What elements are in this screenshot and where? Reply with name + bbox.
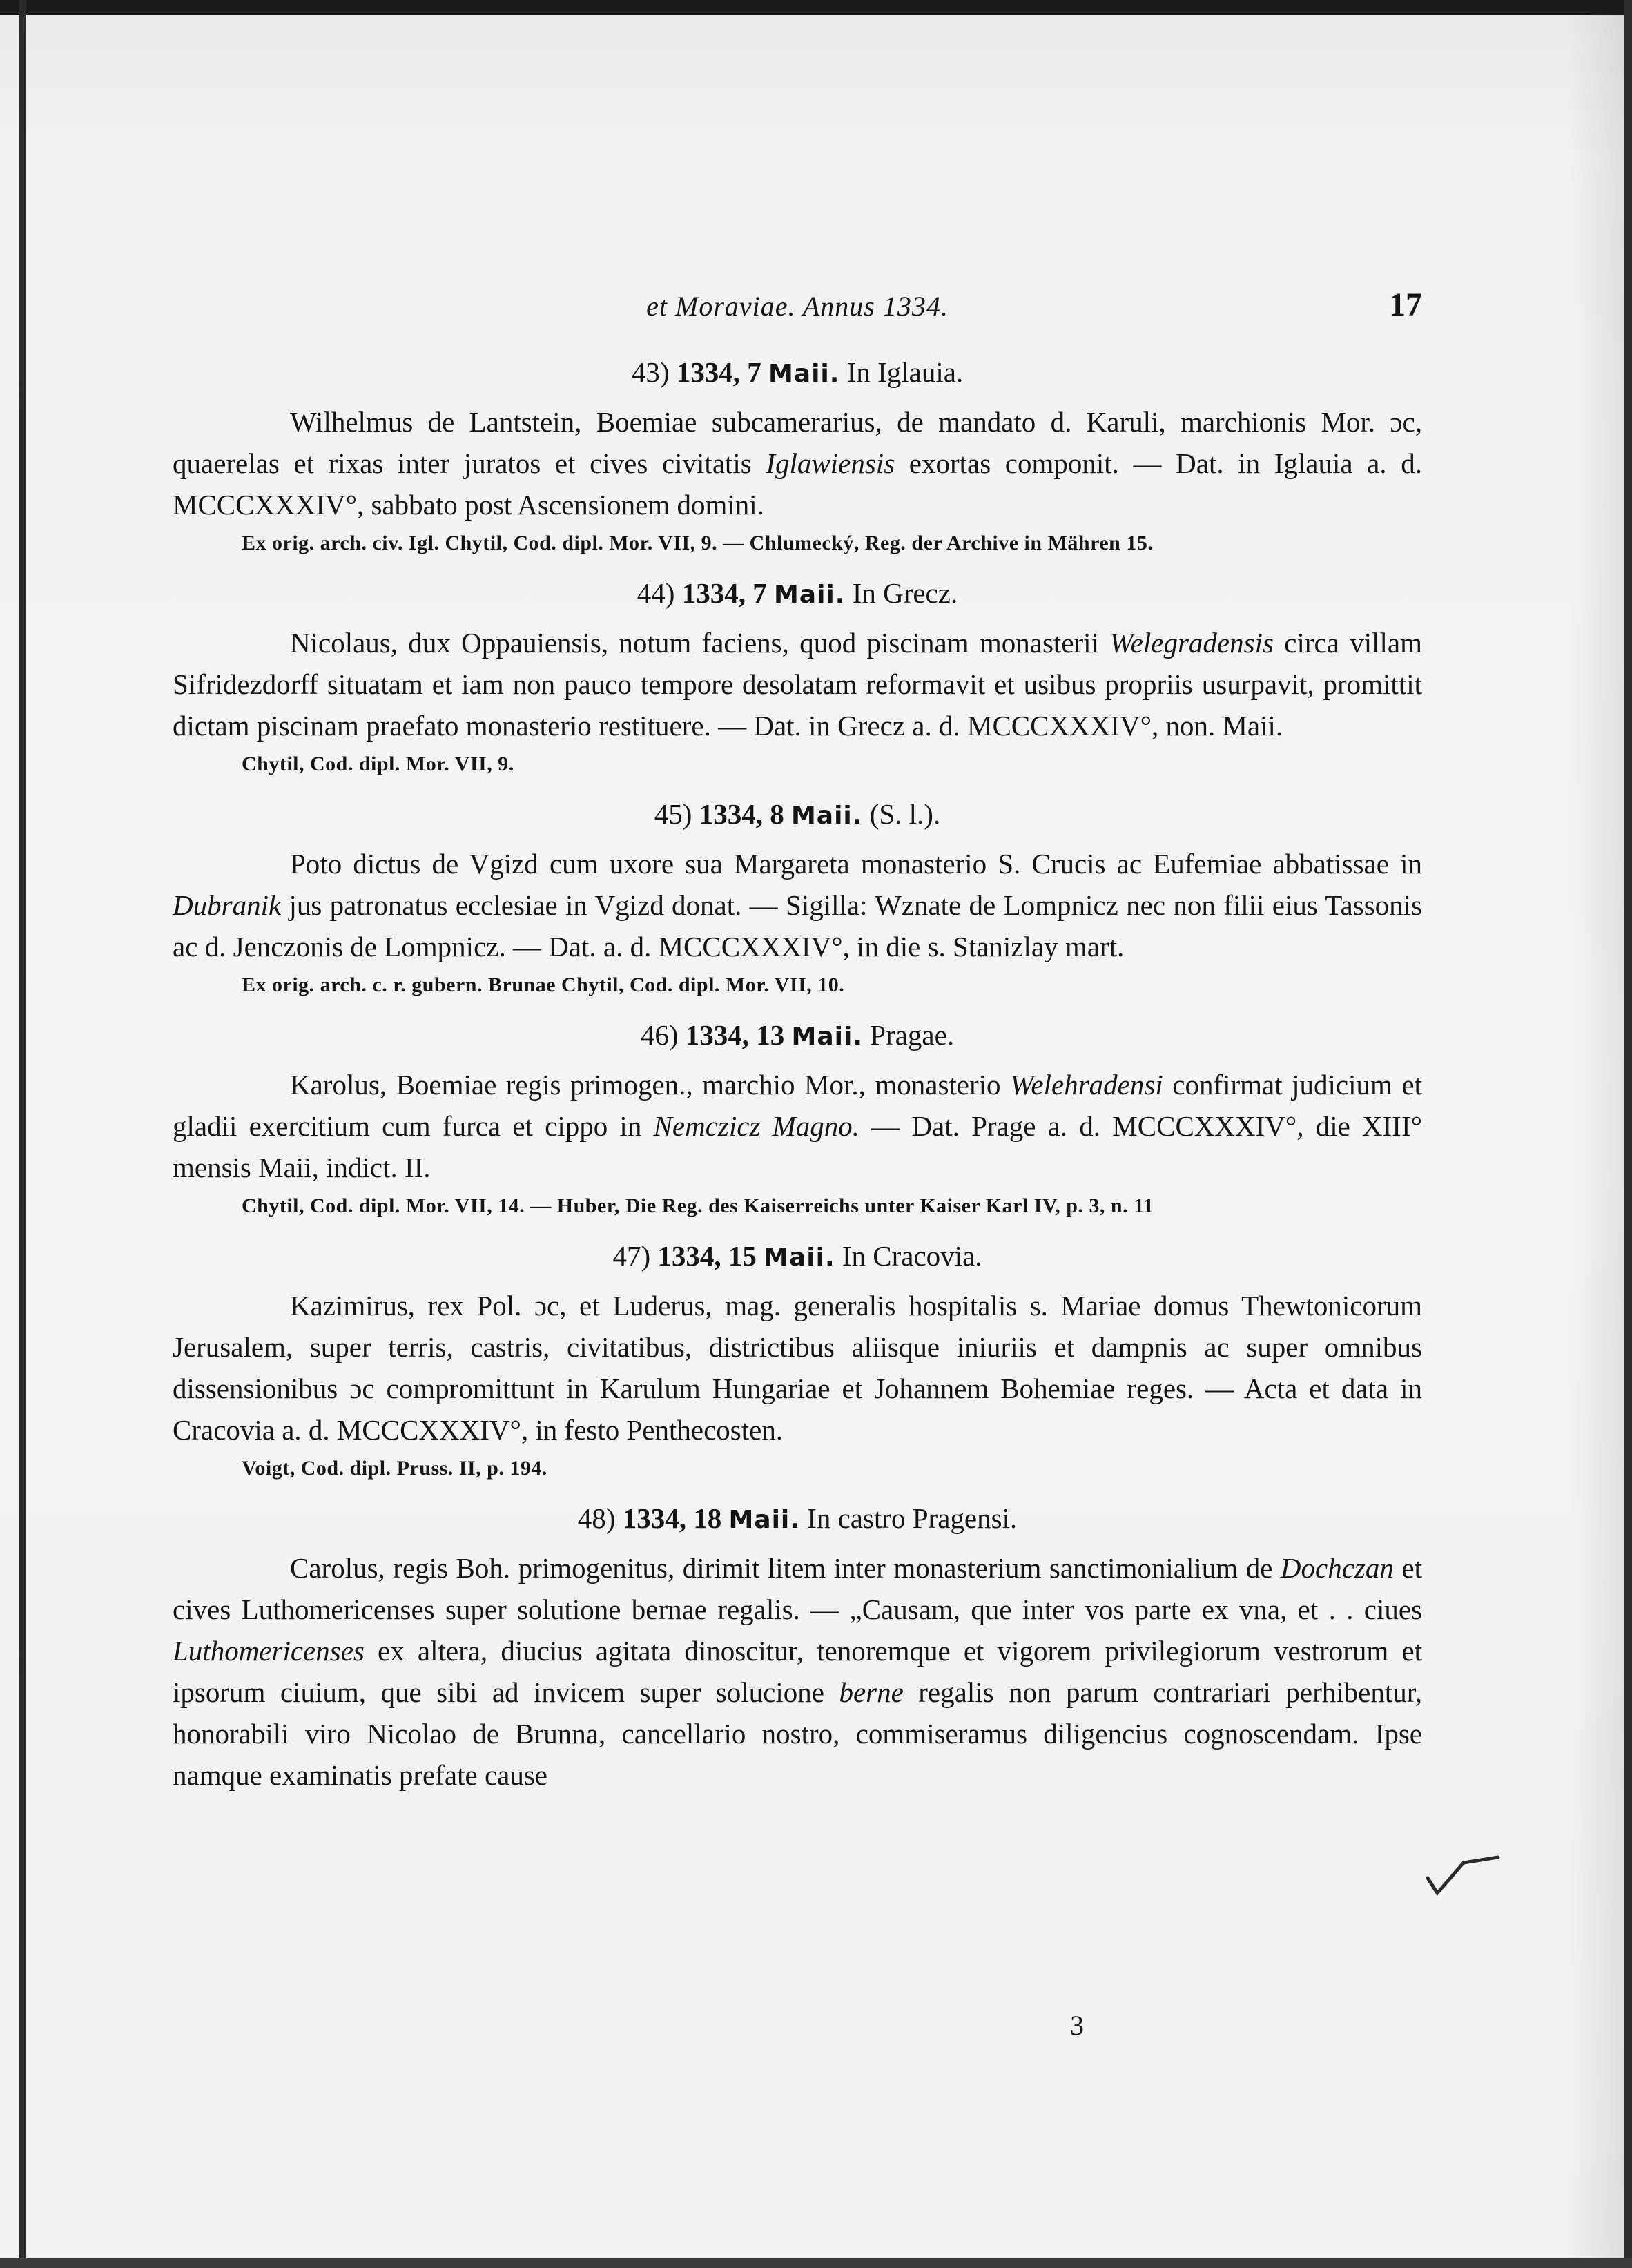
entry-heading (173, 1502, 1422, 1535)
entry-place: In Iglauia. (846, 356, 964, 388)
entry-body: Karolus, Boemiae regis primogen., marchio Mor., monasterio Welehradensi confirmat judicium et gladii exercitium cum furca et cippo in Nemczicz Magno. — Dat. Prage a. d. MCCCXXXIV°, die XIII° mensis Maii, indict. II. (173, 1069, 1422, 1183)
scan-edge-left (19, 0, 26, 2268)
entry-source: Ex orig. arch. c. r. gubern. Brunae Chytil, Cod. dipl. Mor. VII, 10. (242, 973, 845, 996)
signature-mark: 3 (1070, 2010, 1084, 2041)
entry-place: In castro Pragensi. (807, 1502, 1018, 1534)
entry-body: Poto dictus de Vgizd cum uxore sua Margareta monasterio S. Crucis ac Eufemiae abbatissae in Dubranik jus patronatus ecclesiae in Vgizd donat. — Sigilla: Wznate de Lompnicz nec non filii eius Tassonis ac d. Jenczonis de Lompnicz. — Dat. a. d. MCCCXXXIV°, in die s. Stanizlay mart. (173, 848, 1422, 962)
entry (173, 1239, 1422, 1482)
scan-edge-top (0, 0, 1632, 15)
entry-number: 48) (577, 1502, 616, 1534)
entry-body: Kazimirus, rex Pol. ɔc, et Luderus, mag. generalis hospitalis s. Mariae domus Thewtonicorum Jerusalem, super terris, castris, civitatibus, districtibus aliisque iniuriis et dampnis ac super omnibus dissensionibus ɔc compromittunt in Karulum Hungariae et Johannem Bohemiae reges. — Acta et data in Cracovia a. d. MCCCXXXIV°, in festo Penthecosten. (173, 1290, 1422, 1446)
entry-place: (S. l.). (869, 798, 941, 830)
entry (173, 1502, 1422, 1796)
entry-month: Maii. (764, 1243, 835, 1272)
scan-edge-bottom (0, 2258, 1632, 2268)
entry-source: Voigt, Cod. dipl. Pruss. II, p. 194. (242, 1457, 547, 1480)
entry-month: Maii. (791, 1022, 864, 1051)
entry-heading (173, 1239, 1422, 1272)
entry-number: 44) (637, 577, 675, 609)
entry-place: In Cracovia. (842, 1240, 982, 1272)
entry-date: 1334, 8 (699, 798, 784, 830)
entry-source: Chytil, Cod. dipl. Mor. VII, 9. (242, 753, 514, 775)
entry-body: Wilhelmus de Lantstein, Boemiae subcamerarius, de mandato d. Karuli, marchionis Mor. ɔc, quaerelas et rixas inter juratos et cives civitatis Iglawiensis exortas componit. — Dat. in Iglauia a. d. MCCCXXXIV°, sabbato post Ascensionem domini. (173, 406, 1422, 521)
entry (173, 576, 1422, 778)
running-head (173, 287, 1422, 331)
entry-date: 1334, 13 (685, 1019, 785, 1051)
entry-body: Nicolaus, dux Oppauiensis, notum faciens, quod piscinam monasterii Welegradensis circa villam Sifridezdorff situatam et iam non pauco tempore desolatam reformavit et usibus propriis usurpavit, promittit dictam piscinam praefato monasterio restituere. — Dat. in Grecz a. d. MCCCXXXIV°, non. Maii. (173, 627, 1422, 742)
entry-number: 43) (631, 356, 670, 388)
scan-edge-right (1624, 0, 1632, 2268)
entry-source: Ex orig. arch. civ. Igl. Chytil, Cod. dipl. Mor. VII, 9. — Chlumecký, Reg. der Archive in Mähren 15. (242, 532, 1154, 554)
entry-number: 47) (612, 1240, 651, 1272)
pencil-check-mark-icon (1422, 1850, 1505, 1906)
entry-heading (173, 356, 1422, 389)
entry-date: 1334, 7 (681, 577, 767, 609)
entry-month: Maii. (773, 581, 846, 609)
entry (173, 797, 1422, 999)
scan-shade-right (1568, 0, 1624, 2268)
entry-month: Maii. (768, 360, 840, 388)
entry-date: 1334, 18 (622, 1502, 722, 1534)
entry-number: 45) (654, 798, 692, 830)
entry-month: Maii. (790, 802, 863, 830)
entry-body: Carolus, regis Boh. primogenitus, dirimit litem inter monasterium sanctimonialium de Dochczan et cives Luthomericenses super solutione bernae regalis. — „Causam, que inter vos parte ex vna, et . . ciues Luthomericenses ex altera, diucius agitata dinoscitur, tenoremque et vigorem privilegiorum vestrorum et ipsorum ciuium, que sibi ad invicem super solucione berne regalis non parum contrariari perhibentur, honorabili viro Nicolao de Brunna, cancellario nostro, commiseramus diligencius cognoscendam. Ipse namque examinatis prefate cause (173, 1552, 1423, 1791)
entry (173, 356, 1422, 557)
entry-place: Pragae. (870, 1019, 955, 1051)
entry-date: 1334, 15 (657, 1240, 757, 1272)
entry-number: 46) (640, 1019, 679, 1051)
page-number: 17 (1389, 287, 1422, 323)
entry-heading (173, 576, 1422, 610)
regesta-entries (173, 356, 1422, 1796)
entry (173, 1018, 1422, 1220)
entry-heading (173, 1018, 1422, 1051)
entry-source: Chytil, Cod. dipl. Mor. VII, 14. — Huber, Die Reg. des Kaiserreichs unter Kaiser Karl IV, p. 3, n. 11 (242, 1194, 1154, 1217)
running-head-title: et Moraviae. Annus 1334. (646, 291, 949, 322)
entry-date: 1334, 7 (676, 356, 761, 388)
entry-heading (173, 797, 1422, 831)
entry-place: In Grecz. (852, 577, 958, 609)
entry-month: Maii. (728, 1506, 800, 1534)
